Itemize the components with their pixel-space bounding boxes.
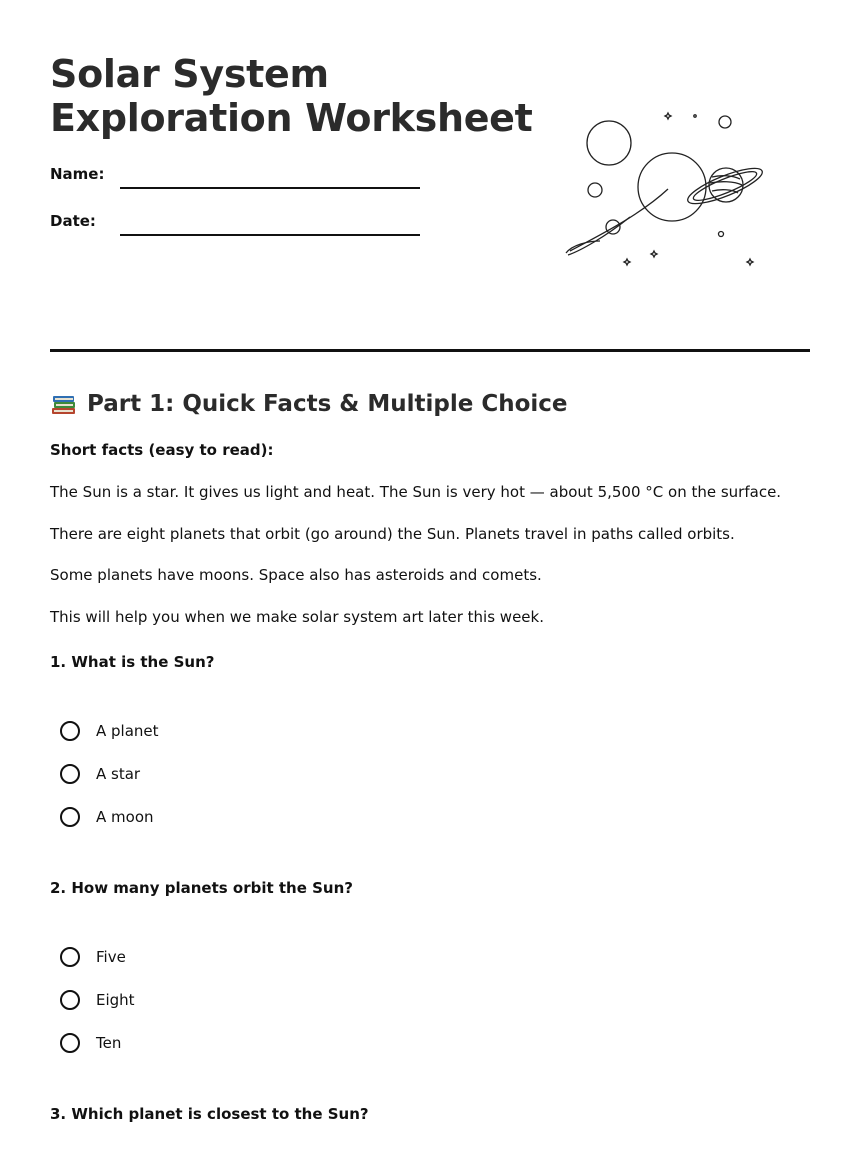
title-line-1: Solar System <box>50 52 329 96</box>
fact-2: There are eight planets that orbit (go around) the Sun. Planets travel in paths called orbits. <box>50 525 735 543</box>
radio-button[interactable] <box>60 721 80 741</box>
option-label: Five <box>96 948 126 966</box>
name-field[interactable] <box>120 187 420 189</box>
question-3: 3. Which planet is closest to the Sun? <box>50 1105 369 1123</box>
option-label: Eight <box>96 991 135 1009</box>
q2-option-1[interactable] <box>60 944 126 970</box>
name-label: Name: <box>50 165 105 183</box>
fact-4: This will help you when we make solar system art later this week. <box>50 608 544 626</box>
q1-option-1[interactable] <box>60 718 159 744</box>
radio-button[interactable] <box>60 990 80 1010</box>
date-label: Date: <box>50 212 96 230</box>
radio-button[interactable] <box>60 764 80 784</box>
q2-option-2[interactable] <box>60 987 135 1013</box>
section-divider <box>50 349 810 352</box>
q1-option-3[interactable] <box>60 804 154 830</box>
facts-heading: Short facts (easy to read): <box>50 441 274 459</box>
books-icon <box>50 391 77 418</box>
fact-1: The Sun is a star. It gives us light and heat. The Sun is very hot — about 5,500 °C on the surface. <box>50 483 782 501</box>
radio-button[interactable] <box>60 947 80 967</box>
radio-button[interactable] <box>60 1033 80 1053</box>
question-2: 2. How many planets orbit the Sun? <box>50 879 353 897</box>
radio-button[interactable] <box>60 807 80 827</box>
date-field[interactable] <box>120 234 420 236</box>
option-label: A moon <box>96 808 154 826</box>
option-label: A planet <box>96 722 159 740</box>
part1-heading <box>50 388 567 420</box>
q1-option-2[interactable] <box>60 761 140 787</box>
solar-system-illustration <box>560 105 770 275</box>
question-1: 1. What is the Sun? <box>50 653 215 671</box>
part1-heading-text: Part 1: Quick Facts & Multiple Choice <box>87 391 568 417</box>
page-title <box>50 52 533 140</box>
fact-3: Some planets have moons. Space also has asteroids and comets. <box>50 566 542 584</box>
q2-option-3[interactable] <box>60 1030 121 1056</box>
option-label: A star <box>96 765 141 783</box>
option-label: Ten <box>96 1034 122 1052</box>
title-line-2: Exploration Worksheet <box>50 96 533 140</box>
